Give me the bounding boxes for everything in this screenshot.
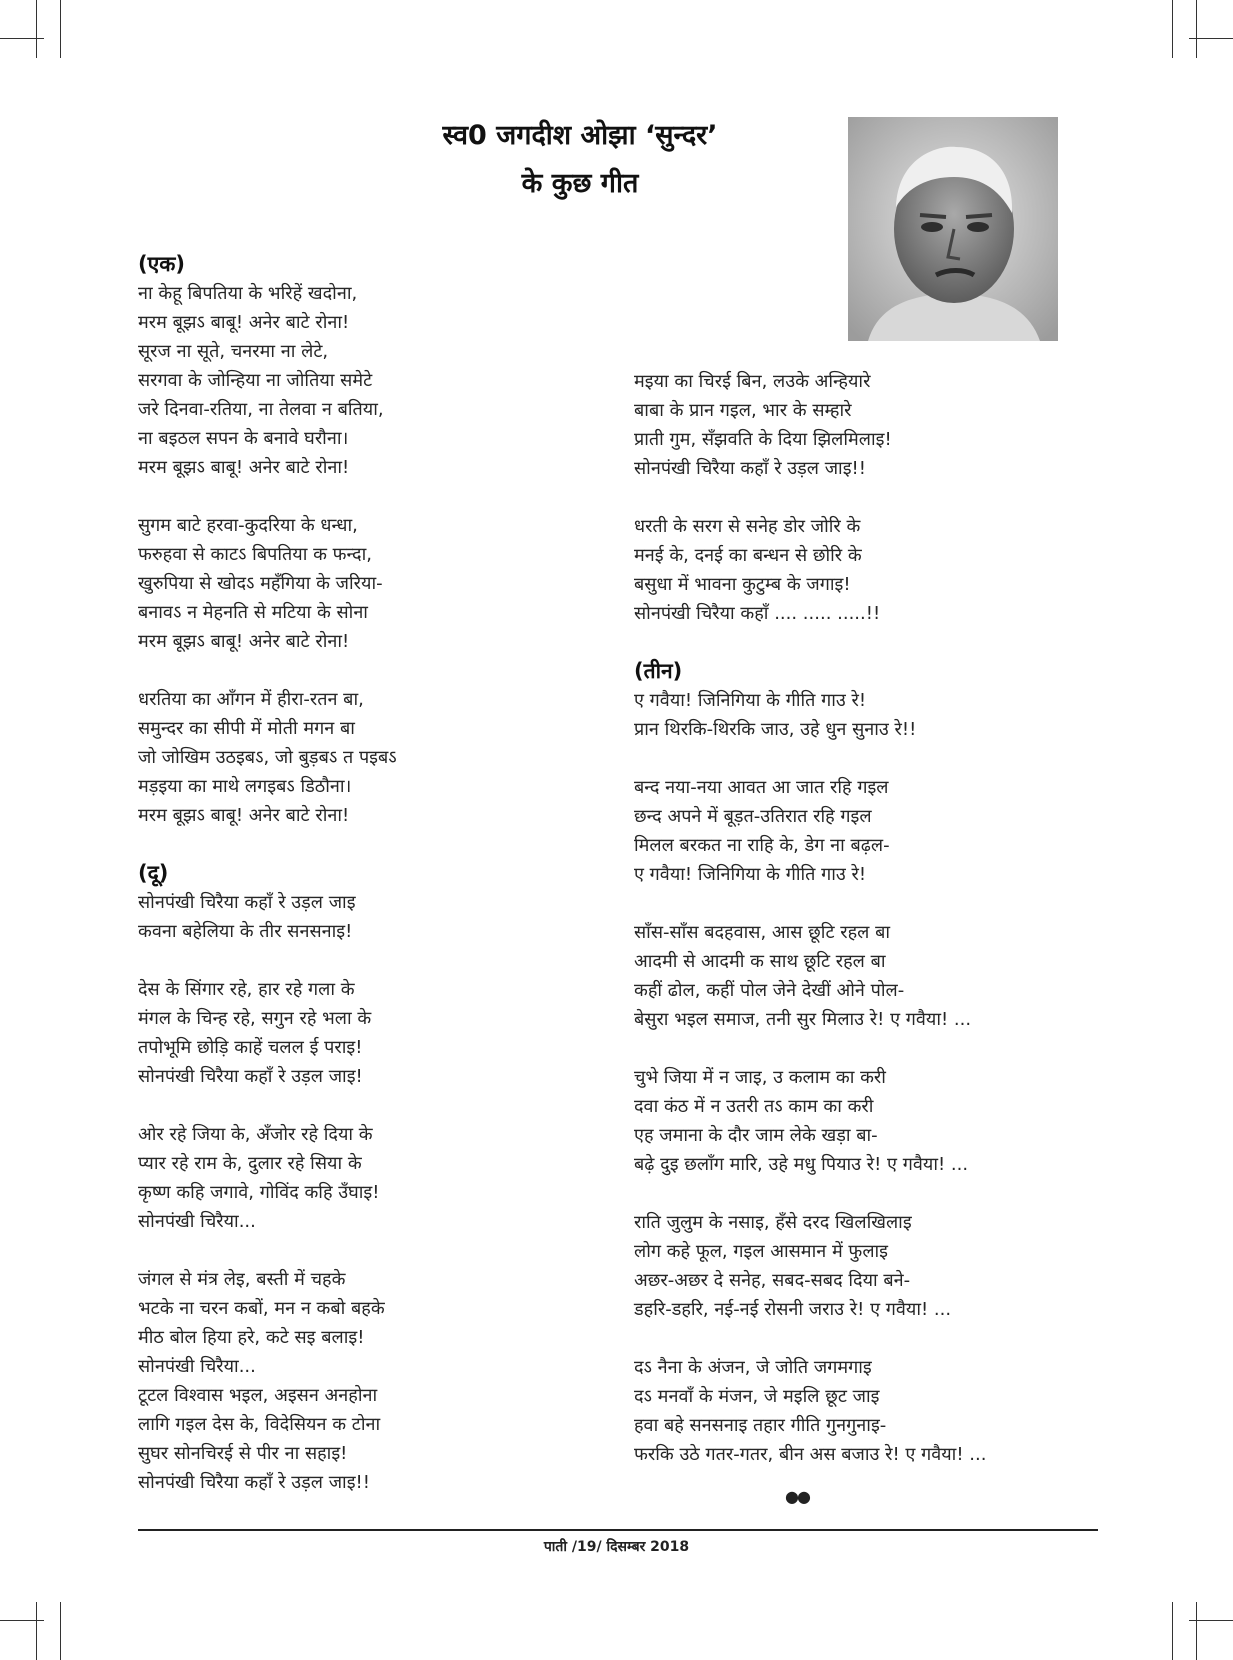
poem-line: सोनपंखी चिरैया... (138, 1211, 256, 1232)
poem-line: दऽ नैना के अंजन, जे जोति जगमगाइ (634, 1357, 872, 1378)
poem-line: अछर-अछर दे सनेह, सबद-सबद दिया बने- (634, 1270, 911, 1291)
poem-line: मड़इया का माथे लगइबऽ डिठौना। (138, 776, 352, 797)
poem-line: टूटल विश्वास भइल, अइसन अनहोना (138, 1385, 378, 1406)
poem-line: मिलल बरकत ना राहि के, डेग ना बढ़ल- (634, 835, 890, 856)
page-footer: पाती /19/ दिसम्बर 2018 (543, 1539, 690, 1555)
poem-line: चुभे जिया में न जाइ, उ कलाम का करी (634, 1067, 886, 1088)
section-heading: (एक) (138, 252, 185, 276)
portrait-photo (848, 117, 1058, 341)
poem-line: देस के सिंगार रहे, हार रहे गला के (138, 979, 355, 1000)
crop-mark (36, 1602, 37, 1660)
poem-line: मइया का चिरई बिन, लउके अन्हियारे (634, 371, 871, 392)
poem-line: बनावऽ न मेहनति से मटिया के सोना (138, 602, 368, 623)
stanza-gap (634, 744, 986, 773)
page-title (300, 112, 860, 208)
poem-line: सुघर सोनचिरई से पीर ना सहाइ! (138, 1443, 348, 1464)
stanza-gap (138, 482, 397, 511)
poem-line: बसुधा में भावना कुटुम्ब के जगाइ! (634, 574, 851, 595)
poem-line: ना बइठल सपन के बनावे घरौना। (138, 428, 349, 449)
poem-line: ना केहू बिपतिया के भरिहें खदोना, (138, 283, 358, 304)
poem-line: प्राती गुम, सँझवति के दिया झिलमिलाइ! (634, 429, 892, 450)
poem-line: भटके ना चरन कबों, मन न कबो बहके (138, 1298, 385, 1319)
poem-line: बेसुरा भइल समाज, तनी सुर मिलाउ रे! ए गवैया! ... (634, 1009, 972, 1030)
poem-line: जो जोखिम उठइबऽ, जो बुड़बऽ त पइबऽ (138, 747, 397, 768)
poem-line: प्रान थिरकि-थिरकि जाउ, उहे धुन सुनाउ रे!! (634, 719, 917, 740)
poem-line: बाबा के प्रान गइल, भार के सम्हारे (634, 400, 852, 421)
poem-line: मंगल के चिन्ह रहे, सगुन रहे भला के (138, 1008, 372, 1029)
poem-line: सूरज ना सूते, चनरमा ना लेटे, (138, 341, 329, 362)
poem-line: फरुहवा से काटऽ बिपतिया क फन्दा, (138, 544, 373, 565)
poem-line: ओर रहे जिया के, अँजोर रहे दिया के (138, 1124, 373, 1145)
crop-mark (0, 38, 44, 39)
crop-mark (1172, 1602, 1173, 1660)
poem-line: सोनपंखी चिरैया कहाँ रे उड़ल जाइ!! (138, 1472, 370, 1493)
crop-mark (60, 1602, 61, 1660)
stanza-gap (138, 830, 397, 859)
section-heading: (दू) (138, 861, 169, 885)
stanza-gap (138, 1236, 397, 1265)
poem-line: सोनपंखी चिरैया... (138, 1356, 256, 1377)
crop-mark (1196, 0, 1197, 58)
poem-line: बन्द नया-नया आवत आ जात रहि गइल (634, 777, 889, 798)
poem-line: आदमी से आदमी क साथ छूटि रहल बा (634, 951, 886, 972)
poem-line: सरगवा के जोन्हिया ना जोतिया समेटे (138, 370, 373, 391)
poem-line: कृष्ण कहि जगावे, गोविंद कहि उँघाइ! (138, 1182, 380, 1203)
crop-mark (0, 1620, 44, 1621)
footer-divider (138, 1529, 1098, 1531)
poem-line: सोनपंखी चिरैया कहाँ .... ..... .....!! (634, 603, 881, 624)
stanza-gap (634, 628, 986, 657)
poem-line: खुरुपिया से खोदऽ महँगिया के जरिया- (138, 573, 383, 594)
poem-line: सोनपंखी चिरैया कहाँ रे उड़ल जाइ!! (634, 458, 866, 479)
poem-line: एह जमाना के दौर जाम लेके खड़ा बा- (634, 1125, 878, 1146)
poem-line: साँस-साँस बदहवास, आस छूटि रहल बा (634, 922, 891, 943)
right-column (634, 367, 986, 1469)
poem-line: बढ़े दुइ छलाँग मारि, उहे मधु पियाउ रे! ए गवैया! ... (634, 1154, 969, 1175)
poem-line: दवा कंठ में न उतरी तऽ काम का करी (634, 1096, 874, 1117)
poem-line: मरम बूझऽ बाबू! अनेर बाटे रोना! (138, 805, 350, 826)
crop-mark (60, 0, 61, 58)
poem-line: ए गवैया! जिनिगिया के गीति गाउ रे! (634, 690, 867, 711)
stanza-gap (138, 1091, 397, 1120)
stanza-gap (634, 483, 986, 512)
portrait-icon (848, 117, 1058, 341)
poem-line: मीठ बोल हिया हरे, कटे सइ बलाइ! (138, 1327, 365, 1348)
end-mark: ●● (785, 1487, 809, 1506)
stanza-gap (138, 656, 397, 685)
stanza-gap (634, 1324, 986, 1353)
poem-line: लोग कहे फूल, गइल आसमान में फुलाइ (634, 1241, 889, 1262)
poem-line: मरम बूझऽ बाबू! अनेर बाटे रोना! (138, 312, 350, 333)
poem-line: कहीं ढोल, कहीं पोल जेने देखीं ओने पोल- (634, 980, 905, 1001)
poem-line: छन्द अपने में बूड़त-उतिरात रहि गइल (634, 806, 872, 827)
section-heading: (तीन) (634, 659, 683, 683)
poem-line: राति जुलुम के नसाइ, हँसे दरद खिलखिलाइ (634, 1212, 912, 1233)
poem-line: तपोभूमि छोड़ि काहें चलल ई पराइ! (138, 1037, 363, 1058)
poem-line: कवना बहेलिया के तीर सनसनाइ! (138, 921, 353, 942)
title-line-2: के कुछ गीत (521, 168, 639, 199)
poem-line: हवा बहे सनसनाइ तहार गीति गुनगुनाइ- (634, 1415, 887, 1436)
poem-line: लागि गइल देस के, विदेसियन क टोना (138, 1414, 381, 1435)
poem-line: जंगल से मंत्र लेइ, बस्ती में चहके (138, 1269, 346, 1290)
poem-line: सोनपंखी चिरैया कहाँ रे उड़ल जाइ (138, 892, 356, 913)
crop-mark (36, 0, 37, 58)
poem-line: मनई के, दनई का बन्धन से छोरि के (634, 545, 862, 566)
stanza-gap (634, 889, 986, 918)
poem-line: फरकि उठे गतर-गतर, बीन अस बजाउ रे! ए गवैया! ... (634, 1444, 987, 1465)
poem-line: मरम बूझऽ बाबू! अनेर बाटे रोना! (138, 631, 350, 652)
crop-mark (1172, 0, 1173, 58)
crop-mark (1196, 1602, 1197, 1660)
left-column (138, 250, 397, 1497)
poem-line: प्यार रहे राम के, दुलार रहे सिया के (138, 1153, 362, 1174)
poem-line: ए गवैया! जिनिगिया के गीति गाउ रे! (634, 864, 867, 885)
stanza-gap (138, 946, 397, 975)
poem-line: दऽ मनवाँ के मंजन, जे मइलि छूट जाइ (634, 1386, 880, 1407)
stanza-gap (634, 1034, 986, 1063)
poem-line: सुगम बाटे हरवा-कुदरिया के धन्धा, (138, 515, 358, 536)
stanza-gap (634, 1179, 986, 1208)
poem-line: धरतिया का आँगन में हीरा-रतन बा, (138, 689, 364, 710)
poem-line: सोनपंखी चिरैया कहाँ रे उड़ल जाइ! (138, 1066, 363, 1087)
poem-line: धरती के सरग से सनेह डोर जोरि के (634, 516, 861, 537)
poem-line: जरे दिनवा-रतिया, ना तेलवा न बतिया, (138, 399, 384, 420)
title-line-1: स्व0 जगदीश ओझा ‘सुन्दर’ (442, 120, 718, 151)
poem-line: मरम बूझऽ बाबू! अनेर बाटे रोना! (138, 457, 350, 478)
poem-line: समुन्दर का सीपी में मोती मगन बा (138, 718, 355, 739)
poem-line: डहरि-डहरि, नई-नई रोसनी जराउ रे! ए गवैया! ... (634, 1299, 952, 1320)
